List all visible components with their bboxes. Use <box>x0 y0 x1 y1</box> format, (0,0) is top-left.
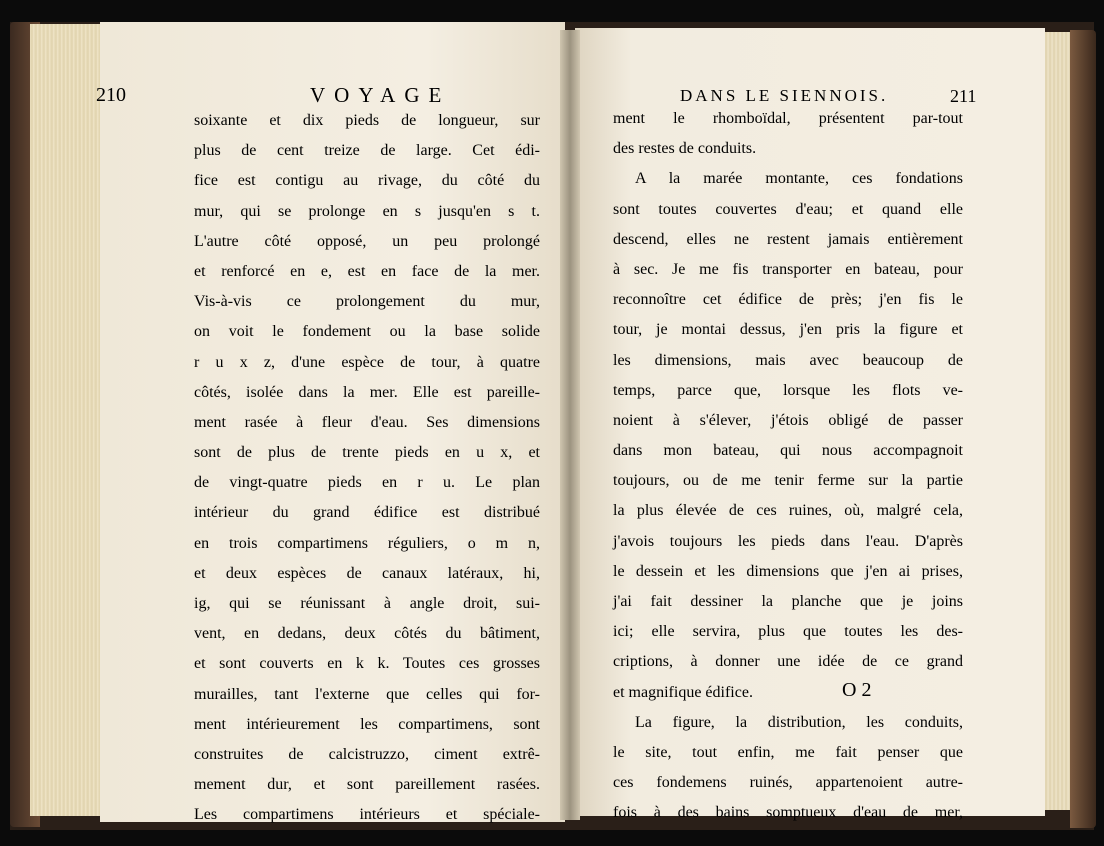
text-line: tour, je montai dessus, j'en pris la figure et <box>613 321 963 339</box>
text-line: et deux espèces de canaux latéraux, hi, <box>194 564 540 582</box>
text-line: et sont couverts en k k. Toutes ces grosses <box>194 655 540 673</box>
text-line: de vingt-quatre pieds en r u. Le plan <box>194 474 540 492</box>
text-line: ment le rhomboïdal, présentent par-tout <box>613 110 963 127</box>
text-line: reconnoître cet édifice de près; j'en fis le <box>613 291 963 309</box>
text-line: Vis-à-vis ce prolongement du mur, <box>194 293 540 311</box>
text-line: temps, parce que, lorsque les flots ve- <box>613 381 963 399</box>
left-page-number: 210 <box>96 84 126 106</box>
text-line: toujours, ou de me tenir ferme sur la partie <box>613 472 963 490</box>
text-line: ment rasée à fleur d'eau. Ses dimensions <box>194 413 540 431</box>
text-line: soixante et dix pieds de longueur, sur <box>194 112 540 129</box>
text-line: construites de calcistruzzo, ciment extrê- <box>194 745 540 763</box>
text-line: descend, elles ne restent jamais entièrement <box>613 230 963 248</box>
text-line: Les compartimens intérieurs et spéciale- <box>194 806 540 824</box>
text-line: dans mon bateau, qui nous accompagnoit <box>613 442 963 460</box>
text-line: L'autre côté opposé, un peu prolongé <box>194 232 540 250</box>
text-line: vent, en dedans, deux côtés du bâtiment, <box>194 625 540 643</box>
text-line: le dessein et les dimensions que j'en ai prises, <box>613 562 963 580</box>
text-line: côtés, isolée dans la mer. Elle est pareille- <box>194 383 540 401</box>
text-line: des restes de conduits. <box>613 140 757 158</box>
text-line: A la marée montante, ces fondations <box>635 170 963 188</box>
right-page-text <box>613 110 963 835</box>
right-page-number: 211 <box>950 86 977 106</box>
text-line: fice est contigu au rivage, du côté du <box>194 172 540 190</box>
text-line: ig, qui se réunissant à angle droit, sui- <box>194 595 540 612</box>
text-line: criptions, à donner une idée de ce grand <box>613 653 963 671</box>
text-line: en trois compartimens réguliers, o m n, <box>194 534 540 552</box>
text-line: on voit le fondement ou la base solide <box>194 323 540 341</box>
left-page-text <box>194 112 540 837</box>
text-line: le site, tout enfin, me fait penser que <box>613 743 963 761</box>
book-gutter <box>560 30 580 820</box>
text-line: et magnifique édifice. <box>613 683 753 701</box>
text-line: ment intérieurement les compartimens, sont <box>194 715 540 733</box>
text-line: j'ai fait dessiner la planche que je joins <box>613 593 963 610</box>
text-line: et renforcé en e, est en face de la mer. <box>194 262 540 280</box>
text-line: mur, qui se prolonge en s jusqu'en s t. <box>194 202 540 220</box>
text-line: la plus élevée de ces ruines, où, malgré cela, <box>613 502 963 520</box>
text-line: sont toutes couvertes d'eau; et quand elle <box>613 200 963 218</box>
left-running-head: VOYAGE <box>310 83 451 107</box>
right-cover-edge <box>1070 30 1096 828</box>
text-line: La figure, la distribution, les conduits, <box>635 713 963 731</box>
left-page-edges <box>30 24 105 816</box>
text-line: mement dur, et sont pareillement rasées. <box>194 776 540 794</box>
text-line: ces fondemens ruinés, appartenoient autre- <box>613 774 963 792</box>
text-line: r u x z, d'une espèce de tour, à quatre <box>194 353 540 371</box>
text-line: noient à s'élever, j'étois obligé de passer <box>613 411 963 429</box>
right-running-head: DANS LE SIENNOIS. <box>680 86 889 105</box>
text-line: plus de cent treize de large. Cet édi- <box>194 142 540 160</box>
text-line: ici; elle servira, plus que toutes les des- <box>613 623 963 641</box>
text-line: sont de plus de trente pieds en u x, et <box>194 444 540 462</box>
text-line: les dimensions, mais avec beaucoup de <box>613 351 963 369</box>
signature-mark: O 2 <box>842 679 872 701</box>
text-line: murailles, tant l'externe que celles qui for- <box>194 685 540 703</box>
text-line: intérieur du grand édifice est distribué <box>194 504 540 522</box>
text-line: à sec. Je me fis transporter en bateau, pour <box>613 260 963 278</box>
text-line: j'avois toujours les pieds dans l'eau. D'après <box>613 532 963 550</box>
text-line: fois à des bains somptueux d'eau de mer, <box>613 804 963 822</box>
